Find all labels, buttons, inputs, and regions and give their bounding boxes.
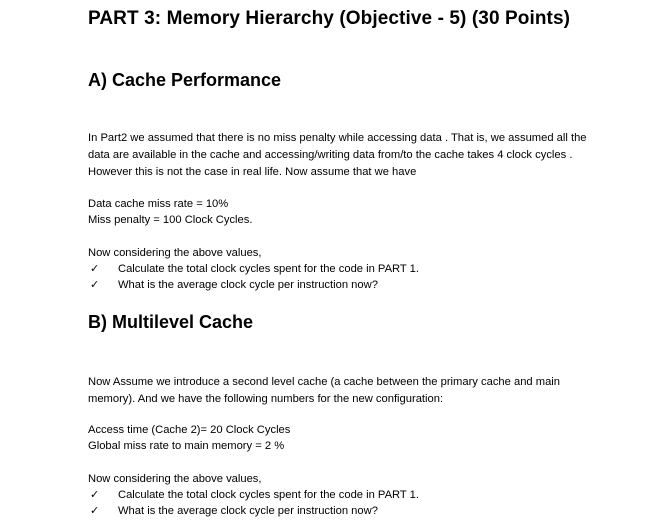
section-b-intro-line-2: memory). And we have the following numbers for the new configuration: [88,393,444,405]
section-a-task-2-text: What is the average clock cycle per instruction now? [118,279,378,291]
section-a-task-item [90,277,378,293]
section-a-intro-line-1: In Part2 we assumed that there is no miss penalty while accessing data . That is, we assumed all the [88,132,587,144]
section-b-access-time: Access time (Cache 2)= 20 Clock Cycles [88,424,291,436]
check-mark-icon: ✓ [90,263,100,275]
section-b-task-item [90,503,378,519]
section-a-intro-line-2: data are available in the cache and accessing/writing data from/to the cache takes 4 clock cycles . [88,149,573,161]
section-b-task-item [90,487,419,503]
section-b-considering: Now considering the above values, [88,473,262,485]
page-title: PART 3: Memory Hierarchy (Objective - 5) (30 Points) [88,8,571,29]
section-b-task-1-text: Calculate the total clock cycles spent for the code in PART 1. [118,489,419,501]
check-mark-icon: ✓ [90,279,100,291]
section-a-miss-penalty: Miss penalty = 100 Clock Cycles. [88,214,253,226]
section-b-heading: B) Multilevel Cache [88,312,254,332]
section-a-intro-line-3: However this is not the case in real life. Now assume that we have [88,166,417,178]
section-a-heading: A) Cache Performance [88,70,282,90]
section-b-intro-line-1: Now Assume we introduce a second level cache (a cache between the primary cache and main [88,376,560,388]
section-a-considering: Now considering the above values, [88,247,262,259]
section-b-task-2-text: What is the average clock cycle per instruction now? [118,505,378,517]
section-a-task-1-text: Calculate the total clock cycles spent for the code in PART 1. [118,263,419,275]
check-mark-icon: ✓ [90,489,100,501]
check-mark-icon: ✓ [90,505,100,517]
section-a-task-item [90,261,419,277]
section-b-global-miss-rate: Global miss rate to main memory = 2 % [88,440,285,452]
section-a-miss-rate: Data cache miss rate = 10% [88,198,229,210]
